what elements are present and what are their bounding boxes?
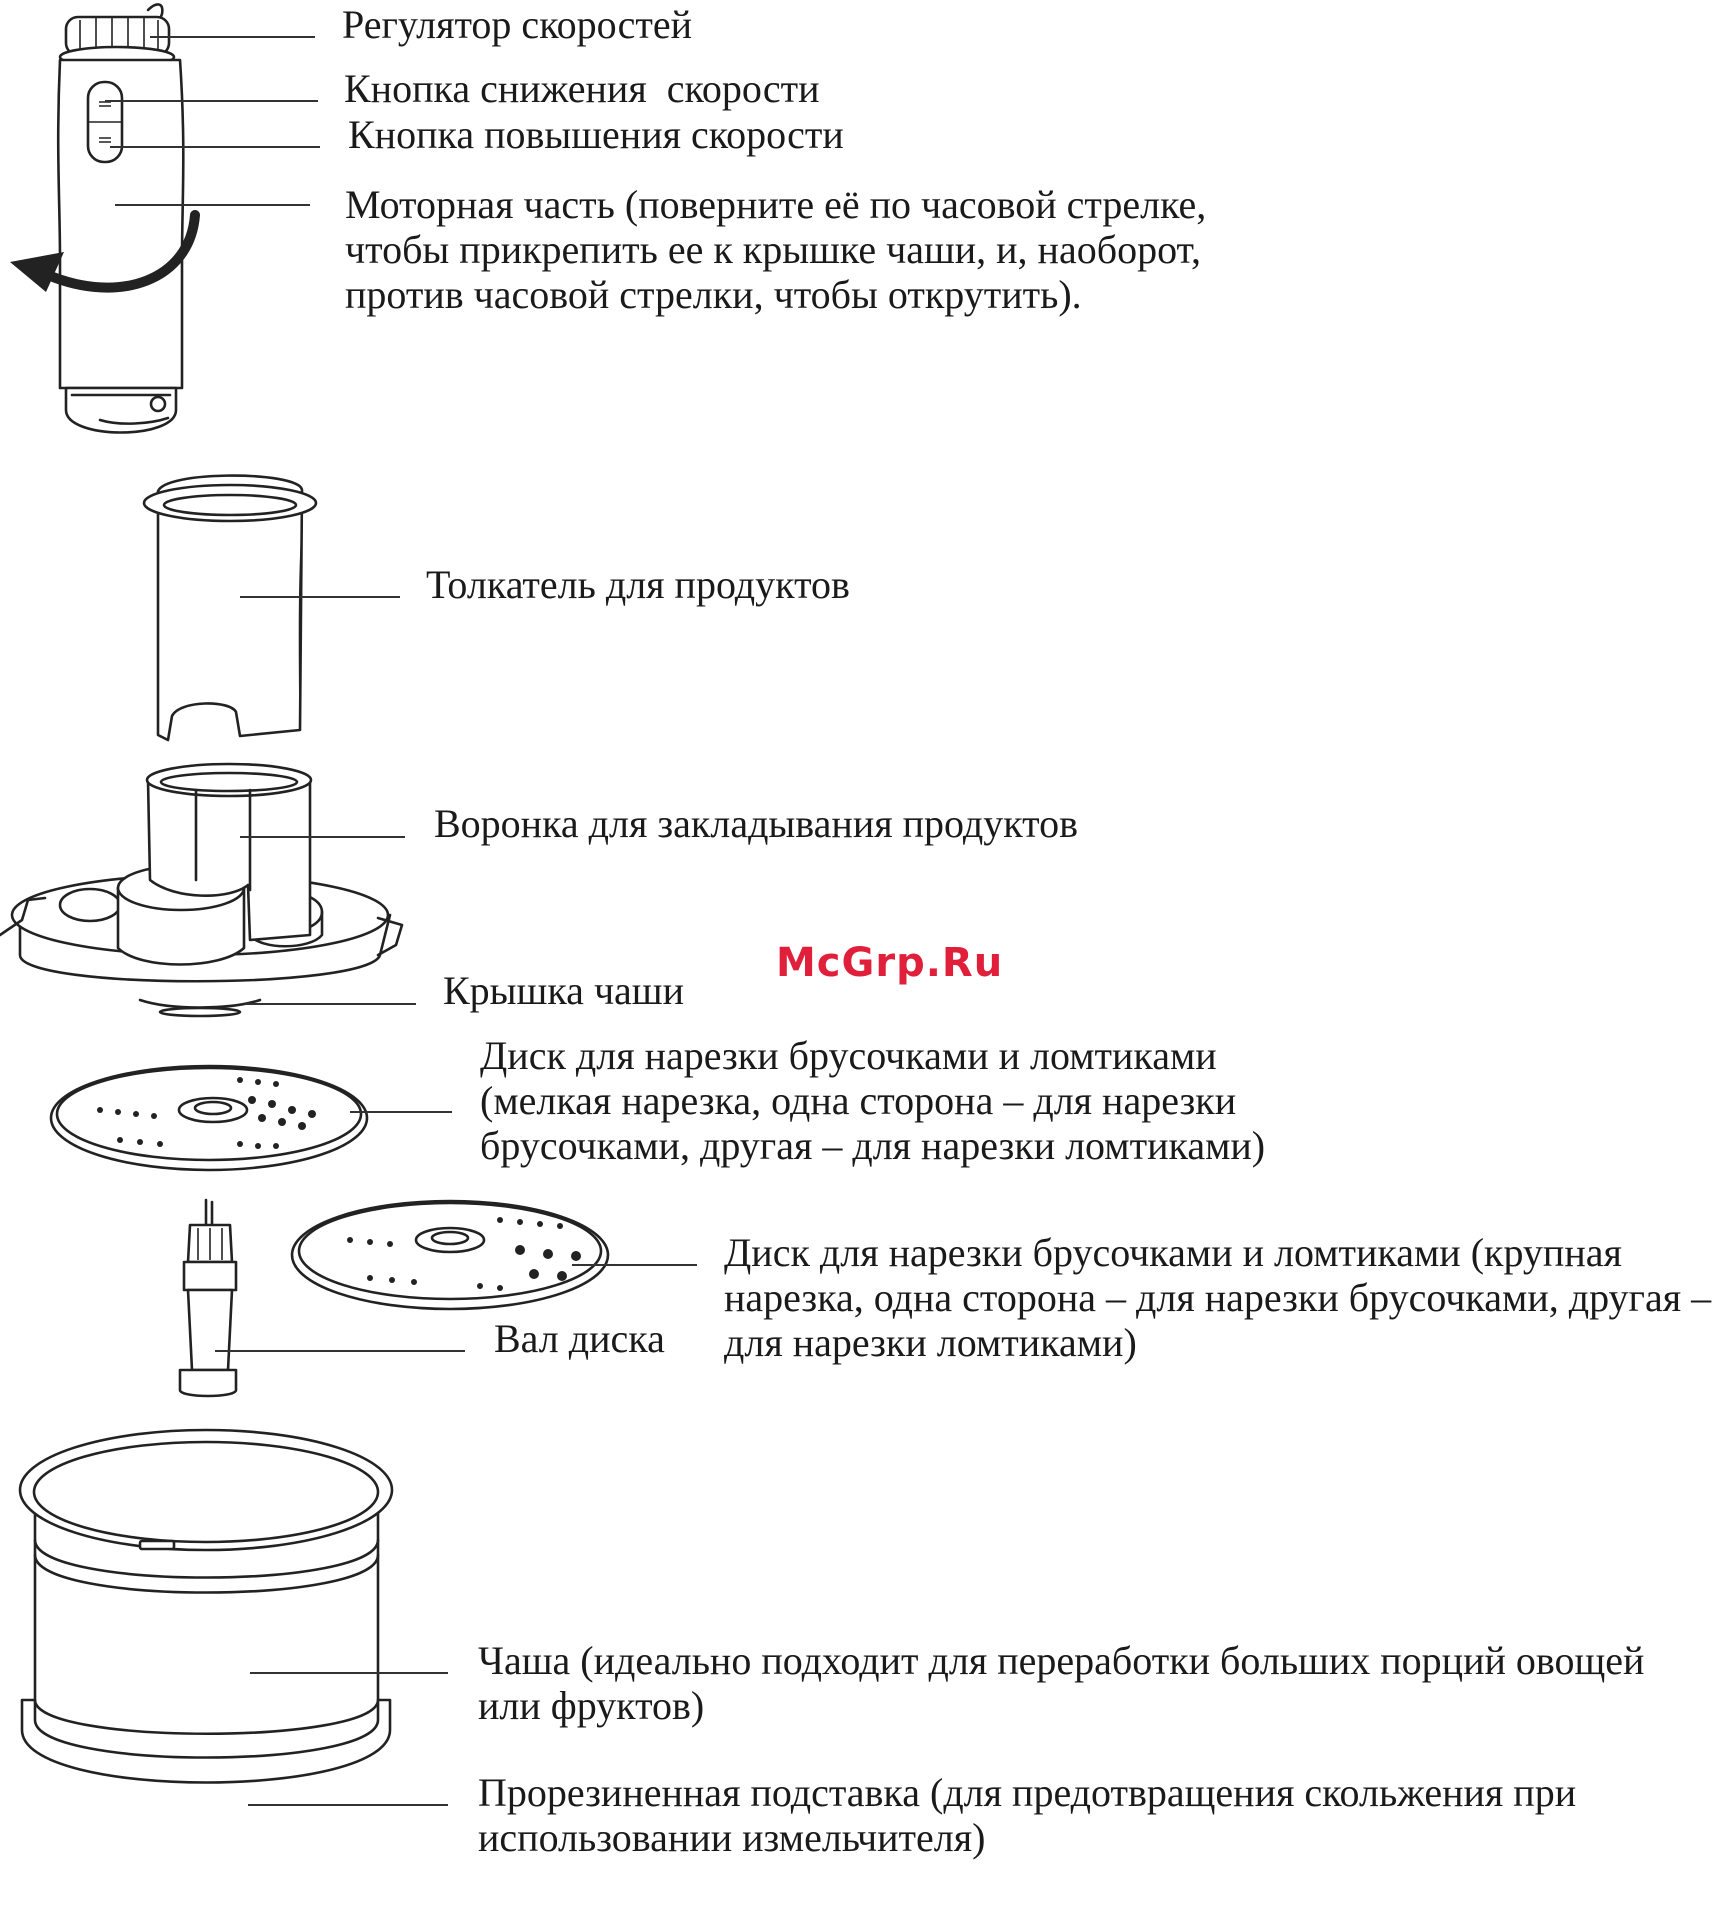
label-bowl: Чаша (идеально подходит для переработки больших порций овощей или фруктов) (478, 1638, 1645, 1728)
watermark: McGrp.Ru (776, 940, 1004, 986)
motor-unit-drawing (10, 4, 195, 432)
label-speed-up-button: Кнопка повышения скорости (348, 112, 844, 157)
label-feed-tube: Воронка для закладывания продуктов (434, 801, 1078, 846)
label-speed-regulator: Регулятор скоростей (342, 2, 692, 47)
label-coarse-disc: Диск для нарезки брусочками и ломтиками (крупная нарезка, одна сторона – для нарезки брусочками, другая – для нарезки ломтиками) (724, 1230, 1712, 1365)
label-food-pusher: Толкатель для продуктов (426, 562, 850, 607)
label-speed-down-button: Кнопка снижения скорости (344, 66, 820, 111)
label-bowl-lid: Крышка чаши (443, 968, 685, 1013)
label-rubber-base: Прорезиненная подставка (для предотвращения скольжения при использовании измельчителя) (478, 1770, 1577, 1860)
fine-disc-drawing (51, 1066, 367, 1170)
feed-tube-and-lid-drawing (0, 764, 402, 1016)
bowl-drawing (20, 1430, 392, 1783)
food-pusher-drawing (144, 476, 316, 740)
coarse-disc-drawing (292, 1201, 608, 1309)
label-disc-shaft: Вал диска (494, 1316, 665, 1361)
disc-shaft-drawing (180, 1200, 236, 1396)
label-fine-disc: Диск для нарезки брусочками и ломтиками (мелкая нарезка, одна сторона – для нарезки брусочками, другая – для нарезки ломтиками) (480, 1033, 1266, 1168)
label-motor-unit: Моторная часть (поверните её по часовой стрелке, чтобы прикрепить ее к крышке чаши, и, наоборот, против часовой стрелки, чтобы открутить). (345, 182, 1207, 317)
